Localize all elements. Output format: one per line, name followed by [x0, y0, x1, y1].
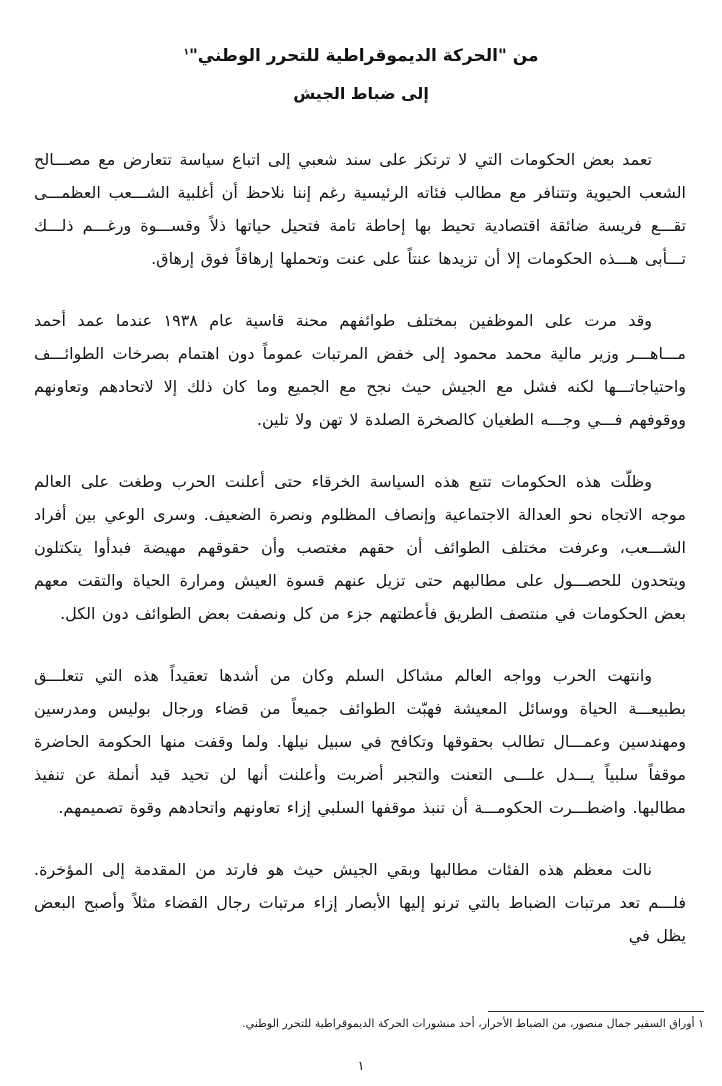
title-text: من "الحركة الديموقراطية للتحرر الوطني": [188, 46, 539, 66]
footnote-reference-marker: ١: [183, 47, 189, 58]
page-number: ١: [357, 1059, 365, 1074]
footnote-text: ١ أوراق السفير جمال منصور، من الضباط الأحرار، أحد منشورات الحركة الديموقراطية للتحرر الوطني.: [242, 1017, 704, 1030]
paragraph-3: وظلّت هذه الحكومات تتبع هذه السياسة الخرقاء حتى أعلنت الحرب وطغت على العالم موجه الاتجاه نحو العدالة الاجتماعية وإنصاف المظلوم ونصرة الضعيف. وسرى الوعي بين أفراد الشـــعب، وعرفت مختلف الطوائف أن حقهم مغتصب وأن حقوقهم مهيضة فبدأوا يتكتلون ويتحدون للحصـــول على مطالبهم حتى تزيل عنهم قسوة العيش ومرارة الحياة والتقت معهم بعض الحكومات في منتصف الطريق فأعطتهم جزء من كل ونصفت بعض الطوائف دون الكل.: [34, 472, 686, 623]
paragraph-1: تعمد بعض الحكومات التي لا ترتكز على سند شعبي إلى اتباع سياسة تتعارض مع مصـــالح الشعب الحيوية وتتنافر مع مطالب فئاته الرئيسية رغم إننا نلاحظ أن أغلبية الشـــعب العظمـــى تقـــع فريسة ضائقة اقتصادية تحيط بها إحاطة تامة فتحيل حياتها ذلاً وقســـوة ورغـــم ذلـــك تـــأبى هـــذه الحكومات إلا أن تزيدها عنتاً على عنت وتحملها إرهاقاً فوق إرهاق.: [34, 150, 686, 268]
document-title: [0, 0, 722, 66]
footnote-area: [18, 1011, 704, 1030]
document-subtitle: إلى ضباط الجيش: [293, 84, 429, 103]
paragraph-2: وقد مرت على الموظفين بمختلف طوائفهم محنة قاسية عام ١٩٣٨ عندما عمد أحمد مـــاهـــر وزير مالية محمد محمود إلى خفض المرتبات عموماً دون اهتمام بصرخات الطوائـــف واحتياجاتـــها لكنه فشل مع الجيش حيث نجح مع الجميع وما كان ذلك إلا لاتحادهم وتعاونهم ووقوفهم فـــي وجـــه الطغيان كالصخرة الصلدة لا تهن ولا تلين.: [34, 311, 686, 429]
document-body: [0, 103, 722, 952]
footnote-divider: [488, 1011, 704, 1012]
paragraph-5: نالت معظم هذه الفئات مطالبها وبقي الجيش حيث هو فارتد من المقدمة إلى المؤخرة. فلـــم تعد مرتبات الضباط بالتي ترنو إليها الأبصار إزاء مرتبات رجال القضاء مثلاً وأصبح البعض يظل في: [34, 860, 686, 945]
paragraph-4: وانتهت الحرب وواجه العالم مشاكل السلم وكان من أشدها تعقيداً هذه التي تتعلـــق بطبيعـــة الحياة ووسائل المعيشة فهبّت الطوائف جميعاً من قضاء ورجال بوليس ومدرسين ومهندسين وعمـــال تطالب بحقوقها وتكافح في سبيل نيلها. ولما وقفت منها الحكومة الحاضرة موقفاً سلبياً يـــدل علـــى التعنت والتجبر أضربت وأعلنت أنها لن تحيد قيد أنملة عن تنفيذ مطالبها. واضطـــرت الحكومـــة أن تنبذ موقفها السلبي إزاء تعاونهم واتحادهم وقوة تصميمهم.: [34, 666, 686, 817]
